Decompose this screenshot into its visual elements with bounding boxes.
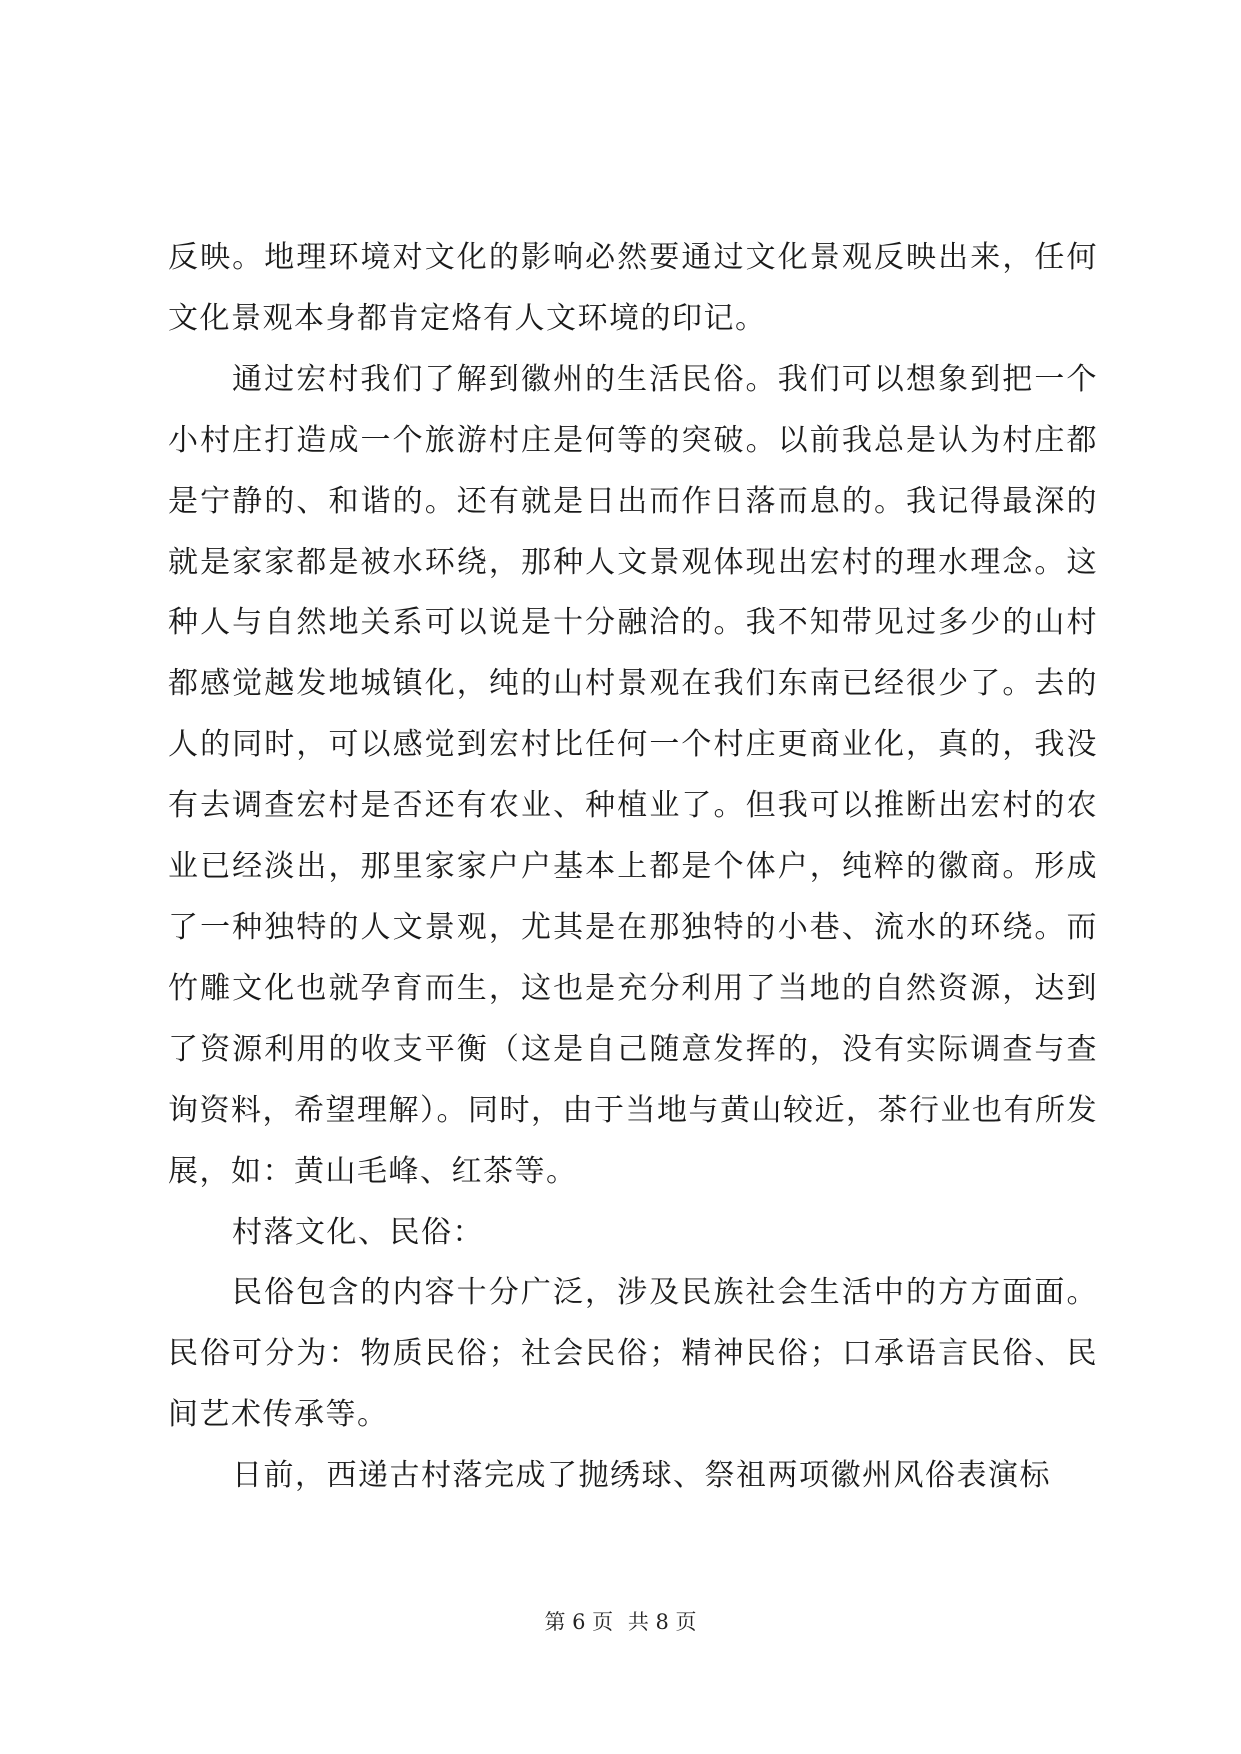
paragraph-5: 日前，西递古村落完成了抛绣球、祭祖两项徽州风俗表演标 xyxy=(232,1458,1051,1494)
paragraph-1: 反映。地理环境对文化的影响必然要通过文化景观反映出来，任何文化景观本身都肯定烙有人文环境的印记。 xyxy=(168,240,1098,336)
body-text xyxy=(168,228,1098,1507)
page-footer xyxy=(0,1606,1241,1636)
page-total: 共 8 页 xyxy=(627,1610,697,1634)
paragraph-4: 民俗包含的内容十分广泛，涉及民族社会生活中的方方面面。民俗可分为：物质民俗；社会民俗；精神民俗；口承语言民俗、民间艺术传承等。 xyxy=(168,1275,1098,1433)
paragraph-2: 通过宏村我们了解到徽州的生活民俗。我们可以想象到把一个小村庄打造成一个旅游村庄是何等的突破。以前我总是认为村庄都是宁静的、和谐的。还有就是日出而作日落而息的。我记得最深的就是家家都是被水环绕，那种人文景观体现出宏村的理水理念。这种人与自然地关系可以说是十分融洽的。我不知带见过多少的山村都感觉越发地城镇化，纯的山村景观在我们东南已经很少了。去的人的同时，可以感觉到宏村比任何一个村庄更商业化，真的，我没有去调查宏村是否还有农业、种植业了。但我可以推断出宏村的农业已经淡出，那里家家户户基本上都是个体户，纯粹的徽商。形成了一种独特的人文景观，尤其是在那独特的小巷、流水的环绕。而竹雕文化也就孕育而生，这也是充分利用了当地的自然资源，达到了资源利用的收支平衡（这是自己随意发挥的，没有实际调查与查询资料，希望理解）。同时，由于当地与黄山较近，茶行业也有所发展，如：黄山毛峰、红茶等。 xyxy=(168,361,1098,1189)
page-number: 第 6 页 xyxy=(544,1610,614,1634)
paragraph-3: 村落文化、民俗： xyxy=(232,1214,484,1250)
